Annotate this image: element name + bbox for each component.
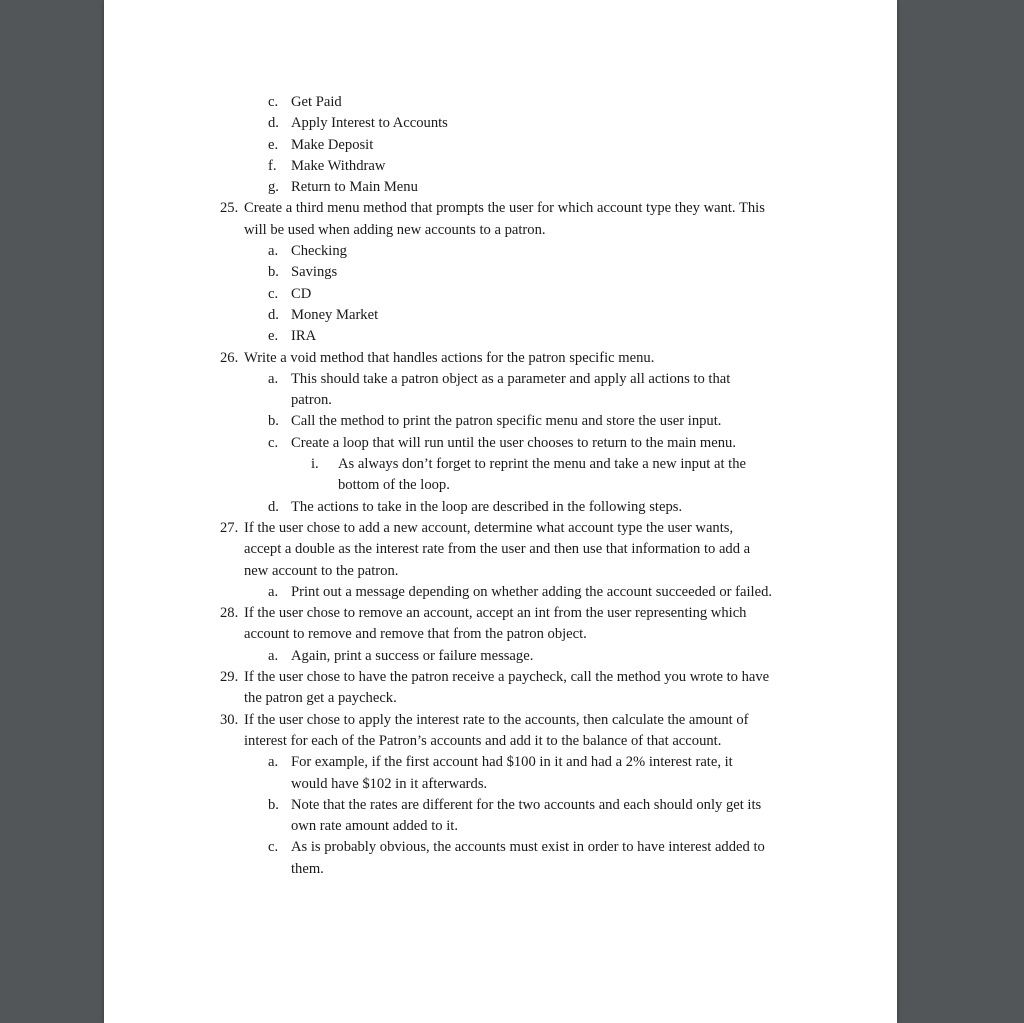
list-item	[104, 262, 897, 283]
list-item-text: Again, print a success or failure message.	[291, 647, 534, 664]
list-item-label: a.	[268, 754, 279, 771]
list-item-continuation	[104, 859, 897, 880]
list-item	[104, 241, 897, 262]
list-item-label: 25.	[220, 200, 239, 217]
list-item-text: them.	[291, 860, 324, 877]
list-item	[104, 348, 897, 369]
list-item	[104, 284, 897, 305]
list-item	[104, 113, 897, 134]
list-item-continuation	[104, 220, 897, 241]
list-item	[104, 497, 897, 518]
list-item	[104, 369, 897, 390]
list-item	[104, 433, 897, 454]
list-item-label: e.	[268, 328, 279, 345]
list-item-label: 30.	[220, 711, 239, 728]
list-item-text: the patron get a paycheck.	[244, 690, 397, 707]
page-content	[104, 92, 897, 880]
list-item-text: account to remove and remove that from the patron object.	[244, 626, 587, 643]
list-item	[104, 135, 897, 156]
list-item-label: d.	[268, 306, 279, 323]
list-item-text: This should take a patron object as a parameter and apply all actions to that	[291, 370, 731, 387]
list-item	[104, 795, 897, 816]
list-item-text: interest for each of the Patron’s accounts and add it to the balance of that account.	[244, 732, 722, 749]
list-item	[104, 92, 897, 113]
list-item-label: d.	[268, 498, 279, 515]
list-item-continuation	[104, 688, 897, 709]
list-item-label: 27.	[220, 519, 239, 536]
document-page	[104, 0, 897, 1023]
list-item-label: c.	[268, 285, 279, 302]
list-item-label: 26.	[220, 349, 239, 366]
list-item-label: b.	[268, 796, 279, 813]
list-item	[104, 326, 897, 347]
list-item-text: accept a double as the interest rate from the user and then use that information to add a	[244, 541, 751, 558]
list-item-text: Savings	[291, 264, 338, 281]
list-item-label: b.	[268, 413, 279, 430]
list-item	[104, 156, 897, 177]
list-item-text: Return to Main Menu	[291, 179, 418, 196]
list-item-label: i.	[311, 456, 319, 473]
list-item-text: Apply Interest to Accounts	[291, 115, 448, 132]
list-item-continuation	[104, 475, 897, 496]
list-item-text: new account to the patron.	[244, 562, 399, 579]
list-item-label: d.	[268, 115, 279, 132]
list-item-text: For example, if the first account had $100 in it and had a 2% interest rate, it	[291, 754, 733, 771]
list-item-continuation	[104, 561, 897, 582]
list-item	[104, 305, 897, 326]
list-item	[104, 582, 897, 603]
list-item-label: c.	[268, 94, 279, 110]
list-item-continuation	[104, 539, 897, 560]
list-item-label: a.	[268, 583, 279, 600]
list-item-continuation	[104, 390, 897, 411]
list-item-continuation	[104, 774, 897, 795]
list-item-label: 29.	[220, 669, 239, 686]
list-item-label: b.	[268, 264, 279, 281]
list-item	[104, 411, 897, 432]
list-item	[104, 198, 897, 219]
list-item-label: a.	[268, 243, 279, 260]
list-item	[104, 837, 897, 858]
list-item-text: would have $102 in it afterwards.	[291, 775, 488, 792]
list-item-text: If the user chose to add a new account, determine what account type the user wants,	[244, 519, 734, 536]
list-item-text: own rate amount added to it.	[291, 818, 458, 835]
list-item-label: g.	[268, 179, 279, 196]
list-item	[104, 710, 897, 731]
list-item-text: IRA	[291, 328, 317, 345]
list-item-text: Note that the rates are different for the two accounts and each should only get its	[291, 796, 762, 813]
list-item-label: c.	[268, 434, 279, 451]
list-item-label: f.	[268, 157, 277, 174]
list-item	[104, 752, 897, 773]
list-item-label: c.	[268, 839, 279, 856]
list-item-text: Checking	[291, 243, 347, 260]
list-item-text: Money Market	[291, 306, 379, 323]
list-item-text: If the user chose to apply the interest rate to the accounts, then calculate the amount of	[244, 711, 749, 728]
list-item-text: If the user chose to have the patron receive a paycheck, call the method you wrote to have	[244, 669, 770, 686]
list-item-text: Create a third menu method that prompts the user for which account type they want. This	[244, 200, 765, 217]
list-item-continuation	[104, 624, 897, 645]
list-item-label: a.	[268, 647, 279, 664]
list-item-text: patron.	[291, 392, 332, 409]
list-item-label: e.	[268, 136, 279, 153]
list-item-continuation	[104, 816, 897, 837]
list-item-continuation	[104, 731, 897, 752]
list-item	[104, 646, 897, 667]
list-item-text: Make Withdraw	[291, 157, 386, 174]
list-item	[104, 667, 897, 688]
list-item-text: As is probably obvious, the accounts must exist in order to have interest added to	[291, 839, 765, 856]
list-item-text: Print out a message depending on whether adding the account succeeded or failed.	[291, 583, 773, 600]
list-item-label: 28.	[220, 605, 239, 622]
list-item-label: a.	[268, 370, 279, 387]
list-item-text: As always don’t forget to reprint the menu and take a new input at the	[338, 456, 746, 473]
list-item-text: Call the method to print the patron specific menu and store the user input.	[291, 413, 722, 430]
list-item	[104, 177, 897, 198]
list-item-text: The actions to take in the loop are described in the following steps.	[291, 498, 683, 515]
list-item-text: bottom of the loop.	[338, 477, 450, 494]
list-item	[104, 603, 897, 624]
list-item-text: Write a void method that handles actions for the patron specific menu.	[244, 349, 655, 366]
list-item	[104, 518, 897, 539]
list-item-text: will be used when adding new accounts to a patron.	[244, 221, 546, 238]
list-item-text: Get Paid	[291, 94, 342, 110]
list-item-text: Create a loop that will run until the user chooses to return to the main menu.	[291, 434, 737, 451]
list-item-text: If the user chose to remove an account, accept an int from the user representing which	[244, 605, 747, 622]
list-item	[104, 454, 897, 475]
list-item-text: Make Deposit	[291, 136, 374, 153]
list-item-text: CD	[291, 285, 312, 302]
